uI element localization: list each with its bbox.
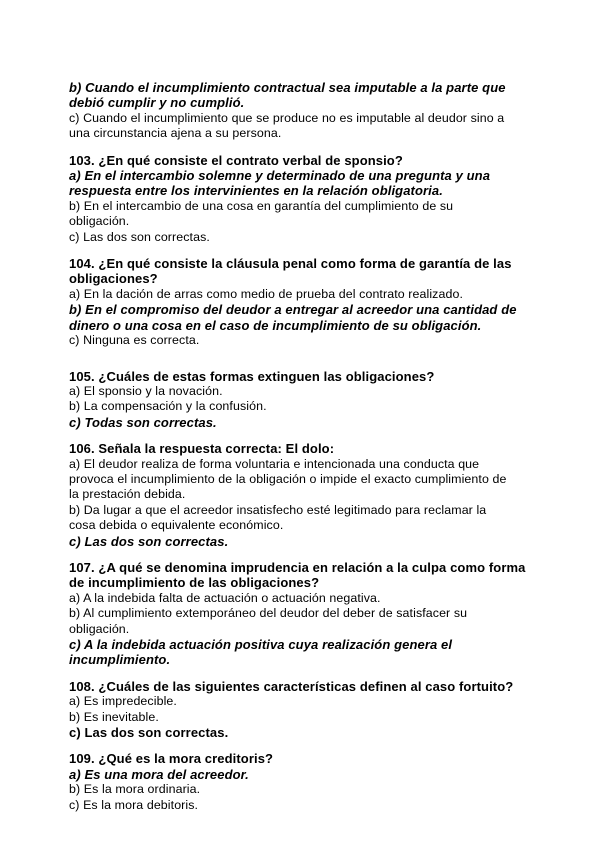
- option-line: b) En el intercambio de una cosa en garantía del cumplimiento de su: [69, 198, 454, 213]
- option-line: c) Ninguna es correcta.: [69, 333, 200, 348]
- answer-line: c) A la indebida actuación positiva cuya realización genera el: [69, 637, 453, 652]
- answer-line: c) Todas son correctas.: [69, 414, 217, 430]
- question-block: [69, 256, 539, 348]
- question-line: obligaciones?: [69, 271, 158, 287]
- block-spacer: [69, 349, 539, 369]
- option-line: b) Es inevitable.: [69, 709, 159, 724]
- option-line: obligación.: [69, 621, 130, 636]
- question-line: 103. ¿En qué consiste el contrato verbal de sponsio?: [69, 152, 403, 168]
- option-line: a) El deudor realiza de forma voluntaria e intencionada una conducta que: [69, 456, 480, 471]
- document-page: [69, 80, 539, 813]
- option-line: b) La compensación y la confusión.: [69, 399, 267, 414]
- option-line: c) Cuando el incumplimiento que se produce no es imputable al deudor sino a: [69, 110, 505, 125]
- block-spacer: [69, 430, 539, 441]
- question-line: 109. ¿Qué es la mora creditoris?: [69, 751, 274, 767]
- option-line: la prestación debida.: [69, 487, 186, 502]
- question-line: 107. ¿A qué se denomina imprudencia en relación a la culpa como forma: [69, 559, 526, 575]
- answer-line: respuesta entre los intervinientes en la relación obligatoria.: [69, 183, 443, 199]
- answer-line: incumplimiento.: [69, 652, 171, 668]
- question-line: 108. ¿Cuáles de las siguientes características definen al caso fortuito?: [69, 678, 514, 694]
- option-line: provoca el incumplimiento de la obligación o impide el exacto cumplimiento de: [69, 471, 507, 486]
- continued-question-block: [69, 80, 539, 142]
- option-line: cosa debida o equivalente económico.: [69, 518, 284, 533]
- option-line: c) Es la mora debitoris.: [69, 797, 199, 812]
- option-line: a) El sponsio y la novación.: [69, 383, 223, 398]
- answer-line: b) Cuando el incumplimiento contractual sea imputable a la parte que: [69, 80, 506, 95]
- question-block: [69, 153, 539, 245]
- option-line: una circunstancia ajena a su persona.: [69, 126, 282, 141]
- answer-line: debió cumplir y no cumplió.: [69, 95, 245, 111]
- question-line: 104. ¿En qué consiste la cláusula penal como forma de garantía de las: [69, 256, 512, 272]
- question-line: 106. Señala la respuesta correcta: El dolo:: [69, 441, 335, 457]
- question-block: [69, 751, 539, 813]
- question-line: 105. ¿Cuáles de estas formas extinguen las obligaciones?: [69, 368, 435, 384]
- option-line: b) Da lugar a que el acreedor insatisfecho esté legitimado para reclamar la: [69, 502, 487, 517]
- answer-line: a) En el intercambio solemne y determinado de una pregunta y una: [69, 168, 491, 184]
- question-block: [69, 560, 539, 668]
- answer-line: b) En el compromiso del deudor a entregar al acreedor una cantidad de: [69, 302, 517, 318]
- block-spacer: [69, 245, 539, 256]
- block-spacer: [69, 668, 539, 679]
- answer-line: c) Las dos son correctas.: [69, 533, 229, 549]
- block-spacer: [69, 740, 539, 751]
- block-spacer: [69, 142, 539, 153]
- option-line: b) Al cumplimiento extemporáneo del deudor del deber de satisfacer su: [69, 606, 468, 621]
- question-block: [69, 679, 539, 741]
- question-line: de incumplimiento de las obligaciones?: [69, 575, 320, 591]
- question-block: [69, 441, 539, 549]
- option-line: obligación.: [69, 214, 130, 229]
- question-line: c) Las dos son correctas.: [69, 725, 229, 741]
- option-line: a) En la dación de arras como medio de prueba del contrato realizado.: [69, 286, 463, 301]
- option-line: a) A la indebida falta de actuación o actuación negativa.: [69, 590, 381, 605]
- option-line: a) Es impredecible.: [69, 694, 177, 709]
- question-block: [69, 369, 539, 431]
- answer-line: a) Es una mora del acreedor.: [69, 766, 249, 782]
- option-line: c) Las dos son correctas.: [69, 229, 210, 244]
- option-line: b) Es la mora ordinaria.: [69, 782, 201, 797]
- block-spacer: [69, 549, 539, 560]
- answer-line: dinero o una cosa en el caso de incumplimiento de su obligación.: [69, 317, 482, 333]
